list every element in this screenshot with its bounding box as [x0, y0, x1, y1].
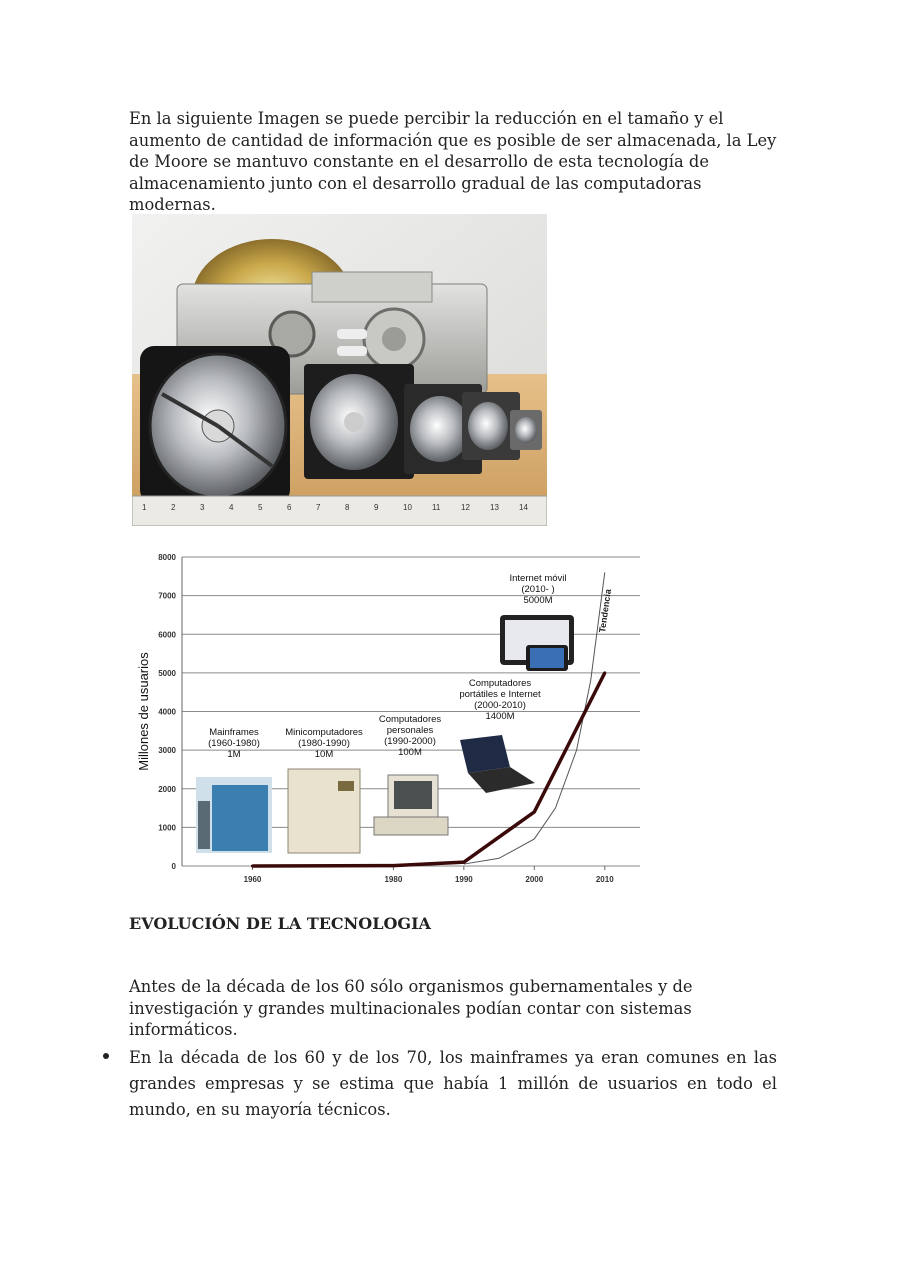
- trend-label: Tendencia: [597, 588, 614, 634]
- ruler-number: 14: [519, 503, 528, 512]
- y-axis-label: Millones de usuarios: [136, 652, 151, 771]
- y-tick-label: 2000: [158, 784, 176, 794]
- annotation-line: 100M: [398, 747, 422, 758]
- annotation-line: portátiles e Internet: [459, 689, 541, 700]
- ruler-number: 6: [287, 503, 292, 512]
- ruler-number: 11: [432, 503, 441, 512]
- y-tick-label: 7000: [158, 591, 176, 601]
- annotation-line: (2000-2010): [474, 700, 526, 711]
- annotation-line: 1400M: [485, 711, 515, 722]
- users-growth-chart: [130, 545, 640, 890]
- y-tick-label: 5000: [158, 668, 176, 678]
- data-point: [603, 671, 606, 674]
- laptop-screen: [460, 735, 510, 773]
- ruler-number: 7: [316, 503, 321, 512]
- data-point: [392, 864, 395, 867]
- bullet-dot: [103, 1053, 109, 1059]
- annotation-line: (1980-1990): [298, 738, 350, 749]
- ruler-number: 1: [142, 503, 147, 512]
- annotation-line: Computadores: [468, 678, 532, 689]
- x-tick-label: 2000: [525, 875, 544, 884]
- annotation-line: 10M: [314, 749, 334, 760]
- x-tick-label: 1980: [384, 875, 403, 884]
- ruler-number: 13: [490, 503, 499, 512]
- annotation-line: (1960-1980): [208, 738, 260, 749]
- ruler-number: 4: [229, 503, 234, 512]
- bullet-item: [103, 1045, 777, 1123]
- y-tick-label: 4000: [158, 707, 176, 717]
- ruler-number: 12: [461, 503, 470, 512]
- annotation-line: (2010- ): [521, 584, 555, 595]
- mainframe-person: [198, 801, 210, 849]
- annotation-line: 5000M: [523, 595, 553, 606]
- minicomputer-panel: [338, 781, 354, 791]
- annotation-line: Minicomputadores: [285, 727, 363, 738]
- x-tick-label: 2010: [595, 875, 614, 884]
- ruler-number: 3: [200, 503, 205, 512]
- ruler-number: 9: [374, 503, 379, 512]
- pc-case: [374, 817, 448, 835]
- y-tick-label: 8000: [158, 553, 176, 562]
- data-point: [462, 861, 465, 864]
- annotation-line: Internet móvil: [509, 573, 567, 584]
- annotation-line: 1M: [227, 749, 241, 760]
- section-heading: EVOLUCIÓN DE LA TECNOLOGIA: [129, 914, 431, 933]
- data-point: [251, 864, 254, 867]
- y-tick-label: 6000: [158, 630, 176, 640]
- y-tick-label: 3000: [158, 746, 176, 756]
- annotation-line: personales: [386, 725, 434, 736]
- bullet-text: En la década de los 60 y de los 70, los mainframes ya eran comunes en las grandes empresas y se estima que había 1 millón de usuarios en todo el mundo, en su mayoría técnicos.: [129, 1048, 777, 1119]
- intro-paragraph: En la siguiente Imagen se puede percibir la reducción en el tamaño y el aumento de cantidad de información que es posible de ser almacenada, la Ley de Moore se mantuvo constante en el desarrollo de esta tecnología de almacenamiento junto con el desarrollo gradual de las computadoras modernas.: [129, 109, 777, 214]
- x-tick-label: 1960: [243, 875, 262, 884]
- x-tick-label: 1990: [454, 875, 473, 884]
- ruler-number: 10: [403, 503, 412, 512]
- mainframe-cabinet: [212, 785, 268, 851]
- y-tick-label: 1000: [158, 823, 176, 833]
- phone-screen: [530, 648, 564, 668]
- y-tick-label: 0: [171, 862, 176, 871]
- ruler-number: 2: [171, 503, 176, 512]
- annotation-line: Computadores: [378, 714, 442, 725]
- annotation-line: Mainframes: [209, 727, 259, 738]
- annotation-line: (1990-2000): [384, 736, 436, 747]
- data-point: [533, 810, 536, 813]
- hard-drives-photo: [132, 214, 547, 526]
- pc-screen: [394, 781, 432, 809]
- ruler-number: 5: [258, 503, 263, 512]
- ruler-number: 8: [345, 503, 350, 512]
- paragraph: Antes de la década de los 60 sólo organismos gubernamentales y de investigación y grandes multinacionales podían contar con sistemas informáticos.: [129, 977, 693, 1039]
